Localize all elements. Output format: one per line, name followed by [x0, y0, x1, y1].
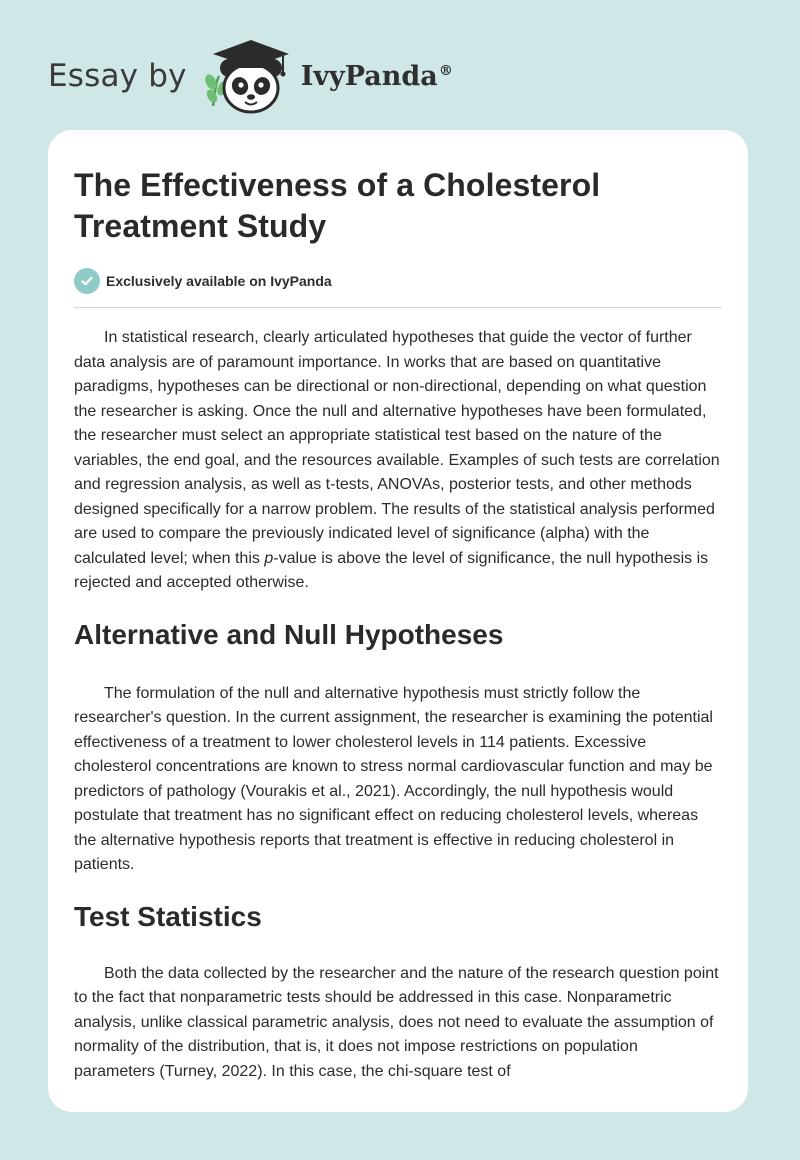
section-heading-test-statistics: Test Statistics	[74, 900, 262, 932]
p-value-symbol: p	[264, 549, 274, 567]
checkmark-icon	[80, 274, 94, 288]
exclusive-badge	[74, 267, 722, 295]
essay-card	[48, 130, 748, 1112]
section-heading-hypotheses: Alternative and Null Hypotheses	[74, 618, 504, 650]
intro-text-end: -value is above the level of significance, the null hypothesis is rejected and accepted otherwise.	[74, 549, 709, 591]
intro-paragraph	[74, 326, 722, 596]
hypotheses-paragraph: The formulation of the null and alternative hypothesis must strictly follow the researcher's question. In the current assignment, the researcher is examining the potential effectiveness of a treatment to lower cholesterol levels in 114 patients. Excessive cholesterol concentrations are known to stress normal cardiovascular function and may be predictors of pathology (Vourakis et al., 2021). Accordingly, the null hypothesis would postulate that treatment has no significant effect on reducing cholesterol levels, whereas the alternative hypothesis reports that treatment is effective in reducing cholesterol in patients.	[74, 684, 713, 873]
essay-title: The Effectiveness of a Cholesterol Treatment Study	[74, 167, 601, 244]
badge-text: Exclusively available on IvyPanda	[106, 273, 332, 289]
title-divider	[74, 307, 722, 308]
brand-name-text: IvyPanda	[300, 60, 438, 92]
panda-graduate-icon	[203, 36, 295, 116]
intro-text-start: In statistical research, clearly articulated hypotheses that guide the vector of further data analysis are of paramount importance. In works that are based on quantitative paradigms, hypotheses can be directional or non-directional, depending on what question the researcher is asking. Once the null and alternative hypotheses have been formulated, the researcher must select an appropriate statistical test based on the nature of the variables, the end goal, and the resources available. Examples of such tests are correlation and regression analysis, as well as t-tests, ANOVAs, posterior tests, and other methods designed specifically for a narrow problem. The results of the statistical analysis performed are used to compare the previously indicated level of significance (alpha) with the calculated level; when this	[74, 329, 720, 567]
site-brand[interactable]	[48, 36, 453, 116]
check-circle-icon	[74, 268, 100, 294]
registered-mark: ®	[438, 62, 453, 79]
brand-name	[301, 61, 453, 92]
brand-prefix: Essay by	[48, 58, 187, 94]
test-statistics-paragraph: Both the data collected by the researcher and the nature of the research question point to the fact that nonparametric tests should be addressed in this case. Nonparametric analysis, unlike classical parametric analysis, does not need to evaluate the assumption of normality of the distribution, that is, it does not impose restrictions on population parameters (Turney, 2022). In this case, the chi-square test of	[74, 964, 719, 1080]
